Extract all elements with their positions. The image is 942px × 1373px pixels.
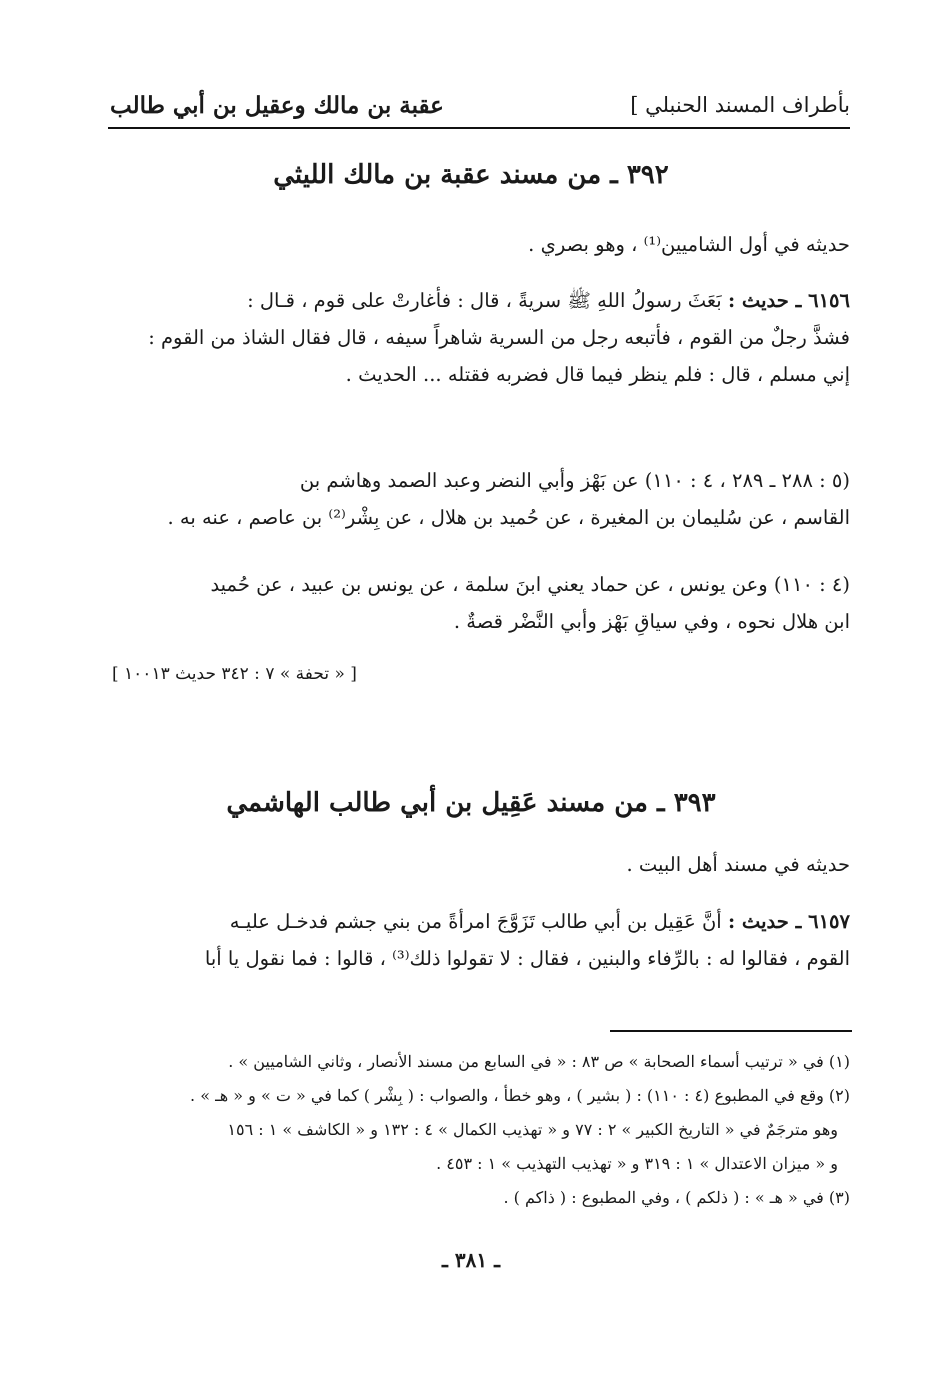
footnote-2-continued: وهو مترجَمٌ في « التاريخ الكبير » ٢ : ٧٧ و « تهذيب الكمال » ٤ : ١٣٢ و « الكاشف » ١ : ١٥٦ — [227, 1120, 838, 1139]
page-number: ـ ٣٨١ ـ — [442, 1248, 500, 1272]
hadith-number-6156: ٦١٥٦ ـ حديث : — [727, 289, 850, 312]
footnote-2-continued-2: و « ميزان الاعتدال » ١ : ٣١٩ و « تهذيب التهذيب » ١ : ٤٥٣ . — [436, 1154, 838, 1173]
hadith-6156-line-1: بَعَثَ رسولُ اللهِ ﷺ سريةً ، قال : فأغارتْ على قوم ، قـال : — [247, 289, 722, 312]
hadith-number-6157: ٦١٥٧ ـ حديث : — [727, 910, 850, 933]
hadith-6156-reference-1 — [110, 462, 850, 536]
reference-1-line-1: (٥ : ٢٨٨ ـ ٢٨٩ ، ٤ : ١١٠) عن بَهْز وأبي النضر وعبد الصمد وهاشم بن — [299, 469, 850, 492]
reference-2-line-2: ابن هلال نحوه ، وفي سياقِ بَهْز وأبي النَّضْر قصةٌ . — [453, 610, 850, 633]
hadith-6156-line-2: فشذَّ رجلٌ من القوم ، فأتبعه رجل من السرية شاهراً سيفه ، قال فقال الشاذ من القوم : — [148, 326, 850, 349]
running-header-chapter-title: عقبة بن مالك وعقيل بن أبي طالب — [110, 92, 444, 119]
reference-2-line-1: (٤ : ١١٠) وعن يونس ، عن حماد يعني ابنَ سلمة ، عن يونس بن عبيد ، عن حُميد — [210, 573, 850, 596]
footnote-3: (٣) في « هـ » : ( ذلكم ) ، وفي المطبوع : ( ذاكم ) . — [503, 1188, 850, 1207]
section-393-title: ٣٩٣ ـ من مسند عَقِيل بن أبي طالب الهاشمي — [226, 788, 716, 818]
footnote-separator — [610, 1030, 852, 1032]
intro-text: حديثه في مسند أهل البيت . — [626, 853, 850, 876]
intro-text: حديثه في أول الشاميين⁽¹⁾ ، وهو بصري . — [528, 233, 850, 256]
section-392-title: ٣٩٢ ـ من مسند عقبة بن مالك الليثي — [273, 160, 669, 190]
footnote-2: (٢) وقع في المطبوع (٤ : ١١٠) : ( بشير ) ، وهو خطأ ، والصواب : ( بِشْر ) كما في « ت » و « هـ » . — [190, 1086, 850, 1105]
hadith-6156-reference-2 — [110, 566, 850, 640]
section-392-intro — [110, 226, 850, 263]
hadith-6156-line-3: إني مسلم ، قال : فلم ينظر فيما قال فضربه فقتله ... الحديث . — [345, 363, 850, 386]
running-header-book-title: بأطراف المسند الحنبلي ] — [630, 93, 850, 117]
tuhfa-reference: [ « تحفة » ٧ : ٣٤٢ حديث ١٠٠١٣ ] — [112, 664, 357, 684]
hadith-6156 — [110, 282, 850, 393]
header-rule — [108, 127, 850, 129]
footnotes — [110, 1045, 850, 1215]
hadith-6157-line-1: أنَّ عَقِيل بن أبي طالب تَزَوَّجَ امرأةً من بني جشم فدخـل عليـه — [229, 910, 722, 933]
section-393-intro — [110, 846, 850, 883]
hadith-6157-line-2: القوم ، فقالوا له : بالرِّفاء والبنين ، فقال : لا تقولوا ذلك⁽³⁾ ، قالوا : فما نقول يا أبا — [204, 947, 850, 970]
hadith-6157 — [110, 903, 850, 977]
reference-1-line-2: القاسم ، عن سُليمان بن المغيرة ، عن حُميد بن هلال ، عن بِشْر⁽²⁾ بن عاصم ، عنه به . — [167, 506, 850, 529]
footnote-1: (١) في « ترتيب أسماء الصحابة » ص ٨٣ : « في السابع من مسند الأنصار ، وثاني الشاميين » . — [228, 1052, 850, 1071]
